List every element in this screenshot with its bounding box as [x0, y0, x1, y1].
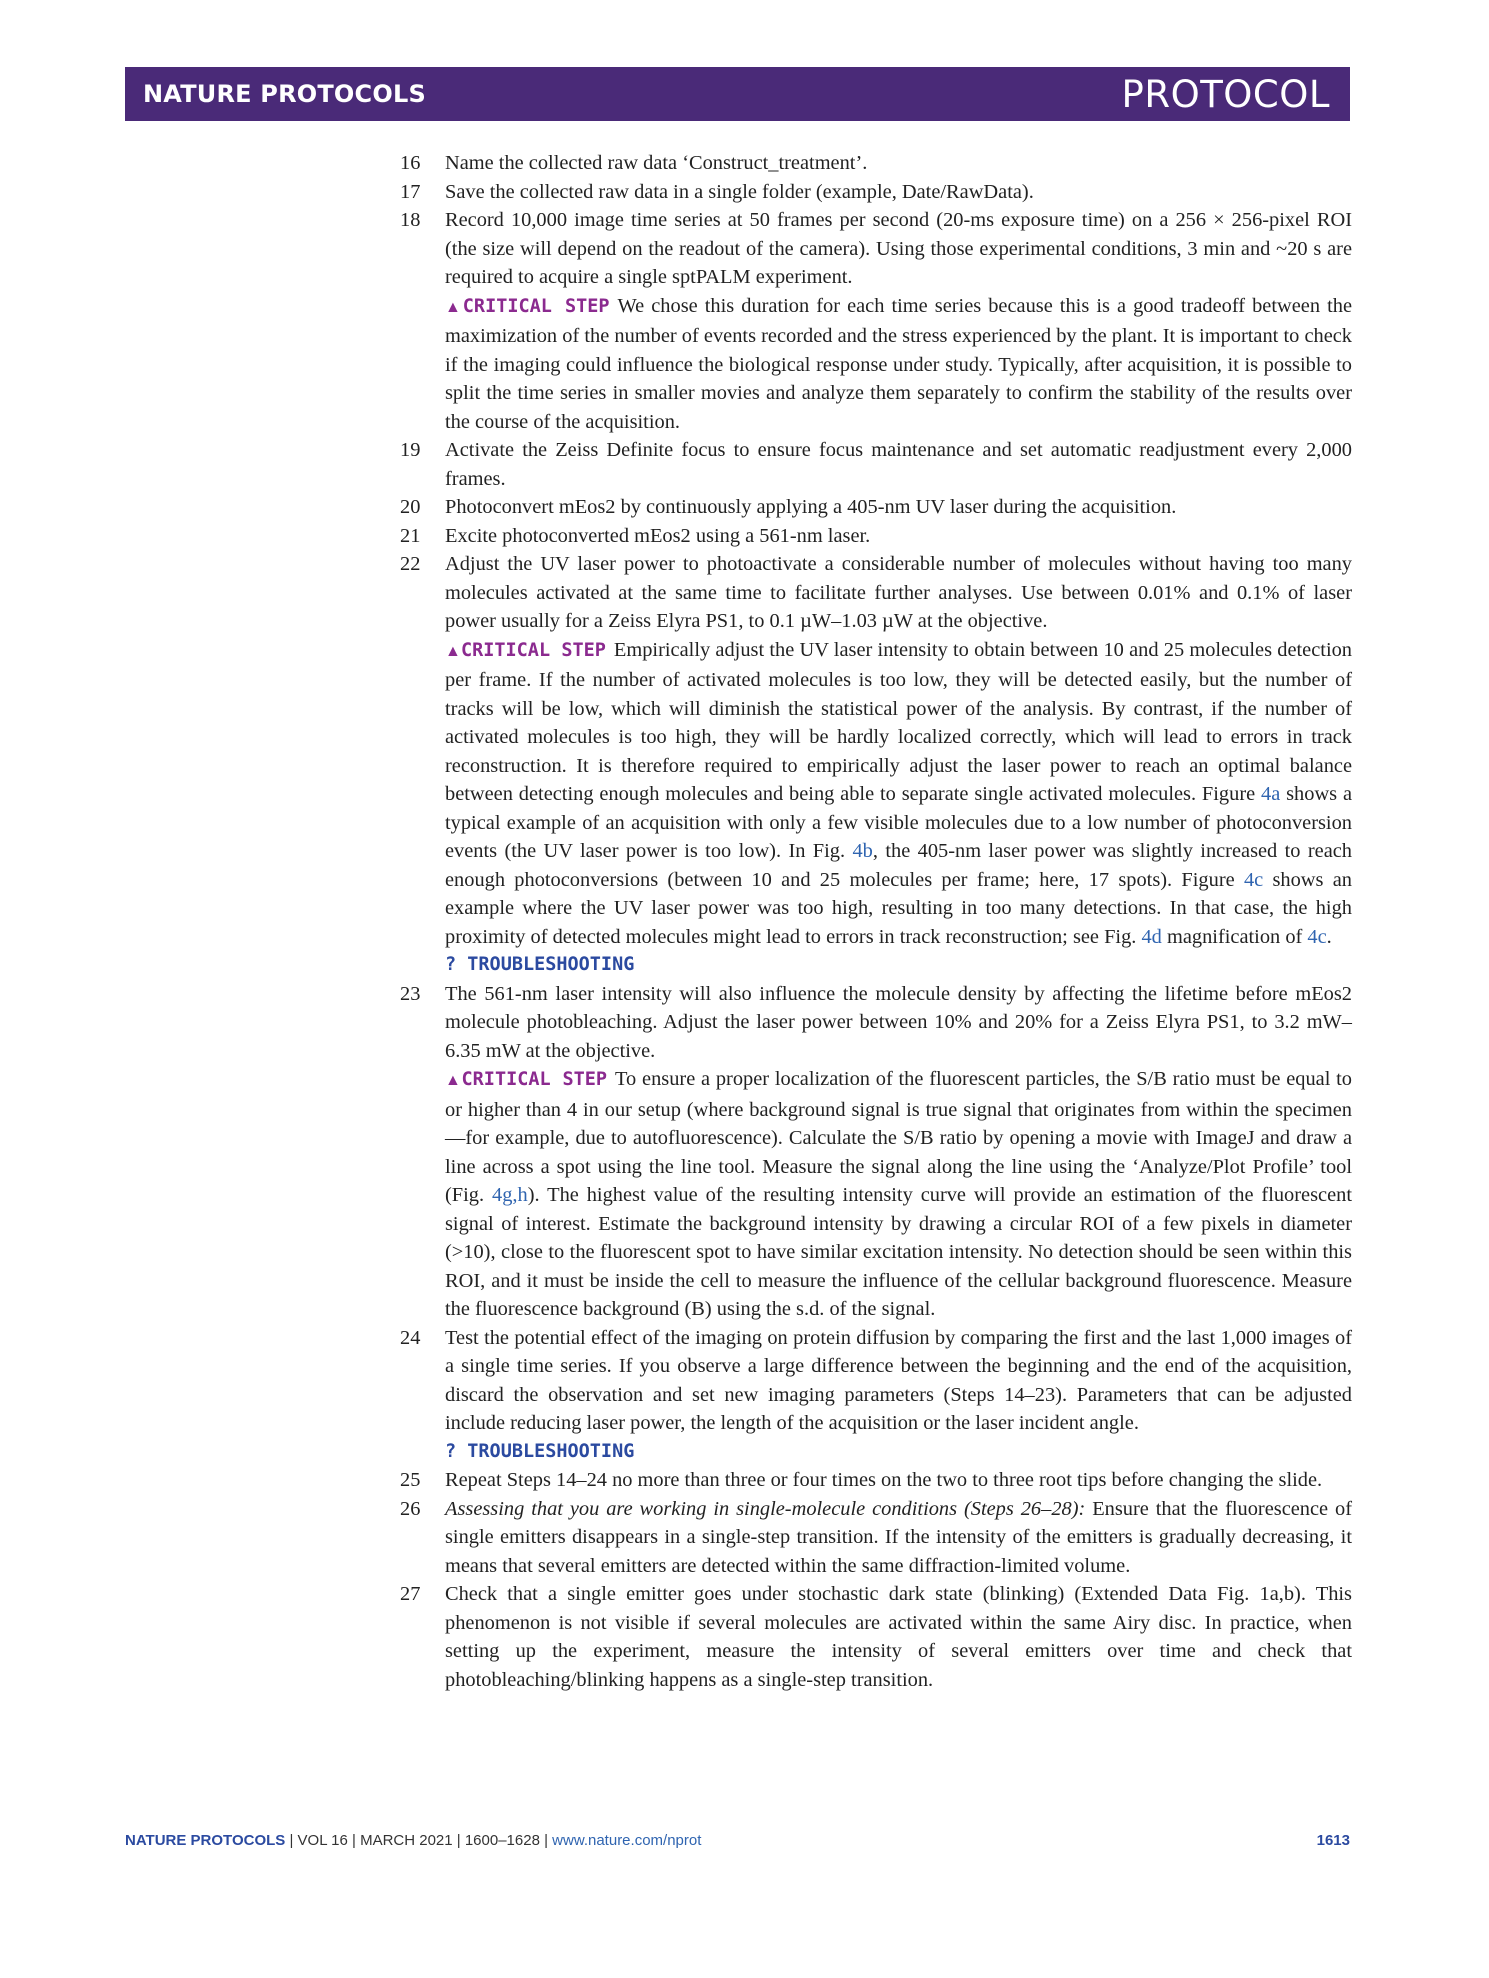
step-number: 20	[400, 496, 421, 518]
step-19	[400, 436, 1352, 493]
protocol-steps	[400, 149, 1352, 1694]
figure-link[interactable]: 4d	[1141, 925, 1162, 948]
step-number: 19	[400, 439, 421, 461]
step-16	[400, 149, 1352, 178]
step-text: Check that a single emitter goes under stochastic dark state (blinking) (Extended Data Fig. 1a,b). This phenomenon is not visible if several molecules are activated within the same Airy disc. In practice, when setting up the experiment, measure the intensity of several emitters over time and check that photobleaching/blinking happens as a single-step transition.	[445, 1583, 1352, 1691]
critical-step-note	[445, 636, 1352, 952]
step-24	[400, 1324, 1352, 1467]
step-number: 22	[400, 553, 421, 575]
critical-step-note	[445, 1065, 1352, 1324]
step-text: Activate the Zeiss Definite focus to ensure focus maintenance and set automatic readjustment every 2,000 frames.	[445, 439, 1352, 490]
page-footer	[125, 1832, 1350, 1849]
critical-text: ). The highest value of the resulting intensity curve will provide an estimation of the fluorescent signal of interest. Estimate the background intensity by drawing a circular ROI of a few pixels in diameter (>10), close to the fluorescent spot to have similar excitation intensity. No detection should be seen within this ROI, and it must be inside the cell to measure the influence of the cellular background fluorescence. Measure the fluorescence background (B) using the s.d. of the signal.	[445, 1184, 1352, 1320]
step-text: Record 10,000 image time series at 50 frames per second (20-ms exposure time) on a 256 × 256-pixel ROI (the size will depend on the readout of the camera). Using those experimental conditions, 3 min and ~20 s are required to acquire a single sptPALM experiment.	[445, 209, 1352, 288]
critical-text: To ensure a proper localization of the fluorescent particles, the S/B ratio must be equal to or higher than 4 in our setup (where background signal is true signal that originates from within the specimen—for example, due to autofluorescence). Calculate the S/B ratio by opening a movie with ImageJ and draw a line across a spot using the line tool. Measure the signal along the line using the ‘Analyze/Plot Profile’ tool (Fig.	[445, 1068, 1353, 1206]
critical-text: Empirically adjust the UV laser intensity to obtain between 10 and 25 molecules detection per frame. If the number of activated molecules is too low, they will be detected easily, but the number of tracks will be low, which will diminish the statistical power of the analysis. By contrast, if the number of activated molecules is too high, they will be hardly localized correctly, which will lead to errors in track reconstruction. It is therefore required to empirically adjust the laser power to reach an optimal balance between detecting enough molecules and being able to separate single activated molecules. Figure	[445, 638, 1353, 805]
step-21	[400, 522, 1352, 551]
step-subheading: Assessing that you are working in single-molecule conditions (Steps 26–28):	[445, 1497, 1086, 1520]
step-body-text: Ensure that the fluorescence of single emitters disappears in a single-step transition. If the intensity of the emitters is gradually decreasing, it means that several emitters are detected within the same diffraction-limited volume.	[445, 1497, 1352, 1577]
step-text: Name the collected raw data ‘Construct_treatment’.	[445, 152, 868, 174]
critical-text: shows an example where the UV laser power was too high, resulting in too many detections. In that case, the high proximity of detected molecules might lead to errors in track reconstruction; see Fig.	[445, 868, 1352, 948]
critical-text: .	[1326, 925, 1332, 948]
critical-text: magnification of	[1161, 925, 1308, 948]
step-number: 27	[400, 1583, 421, 1605]
critical-step-text: We chose this duration for each time series because this is a good tradeoff between the maximization of the number of events recorded and the stress experienced by the plant. It is important to check if the imaging could influence the biological response under study. Typically, after acquisition, it is possible to split the time series in smaller movies and analyze them separately to confirm the stability of the results over the course of the acquisition.	[445, 294, 1352, 433]
step-number: 25	[400, 1469, 421, 1491]
step-25	[400, 1466, 1352, 1495]
figure-link[interactable]: 4b	[852, 840, 873, 862]
page-number: 1613	[1316, 1832, 1350, 1849]
critical-step-label: CRITICAL STEP	[461, 1069, 608, 1090]
troubleshooting-label[interactable]: ? TROUBLESHOOTING	[445, 954, 635, 975]
step-text: The 561-nm laser intensity will also influence the molecule density by affecting the lifetime before mEos2 molecule photobleaching. Adjust the laser power between 10% and 20% for a Zeiss Elyra PS1, to 3.2 mW–6.35 mW at the objective.	[445, 982, 1352, 1062]
step-22	[400, 550, 1352, 980]
critical-step-label: CRITICAL STEP	[462, 295, 610, 317]
footer-journal: NATURE PROTOCOLS	[125, 1832, 286, 1849]
critical-text: shows a typical example of an acquisition with only a few visible molecules due to a low number of photoconversion events (the UV laser power is too low). In Fig.	[445, 783, 1352, 862]
step-text: Adjust the UV laser power to photoactivate a considerable number of molecules without having too many molecules activated at the same time to facilitate further analyses. Use between 0.01% and 0.1% of laser power usually for a Zeiss Elyra PS1, to 0.1 µW–1.03 µW at the objective.	[445, 553, 1352, 632]
footer-citation	[125, 1832, 701, 1849]
step-text	[445, 1495, 1352, 1581]
step-number: 23	[400, 982, 421, 1005]
step-27	[400, 1580, 1352, 1694]
step-text: Excite photoconverted mEos2 using a 561-nm laser.	[445, 524, 871, 547]
step-number: 21	[400, 524, 421, 547]
step-20	[400, 493, 1352, 522]
step-number: 26	[400, 1497, 421, 1520]
step-number: 18	[400, 209, 421, 231]
figure-link[interactable]: 4c	[1307, 925, 1327, 948]
troubleshooting-label[interactable]: ? TROUBLESHOOTING	[445, 1440, 635, 1462]
figure-link[interactable]: 4a	[1261, 783, 1281, 805]
step-number: 16	[400, 152, 421, 174]
figure-link[interactable]: 4g,h	[492, 1184, 528, 1206]
footer-meta: | VOL 16 | MARCH 2021 | 1600–1628 |	[285, 1832, 553, 1849]
triangle-icon: ▲	[445, 1072, 462, 1089]
step-23	[400, 980, 1352, 1324]
step-18	[400, 206, 1352, 436]
step-17	[400, 178, 1352, 207]
critical-step-note	[445, 292, 1352, 437]
step-26	[400, 1495, 1352, 1581]
step-text: Save the collected raw data in a single folder (example, Date/RawData).	[445, 180, 1034, 203]
step-text: Test the potential effect of the imaging on protein diffusion by comparing the first and the last 1,000 images of a single time series. If you observe a large difference between the beginning and the end of the acquisition, discard the observation and set new imaging parameters (Steps 14–23). Parameters that can be adjusted include reducing laser power, the length of the acquisition or the laser incident angle.	[445, 1326, 1352, 1434]
section-label: PROTOCOL	[1121, 72, 1330, 116]
triangle-icon: ▲	[445, 642, 461, 660]
journal-name: NATURE PROTOCOLS	[143, 80, 426, 108]
footer-url-link[interactable]: www.nature.com/nprot	[552, 1832, 702, 1849]
step-number: 24	[400, 1326, 421, 1349]
step-text: Repeat Steps 14–24 no more than three or four times on the two to three root tips before changing the slide.	[445, 1469, 1323, 1491]
step-text: Photoconvert mEos2 by continuously applying a 405-nm UV laser during the acquisition.	[445, 496, 1177, 518]
header-bar	[125, 67, 1350, 121]
triangle-icon: ▲	[445, 298, 463, 316]
critical-text: , the 405-nm laser power was slightly increased to reach enough photoconversions (between 10 and 25 molecules per frame; here, 17 spots). Figure	[445, 840, 1353, 891]
step-number: 17	[400, 180, 421, 203]
figure-link[interactable]: 4c	[1243, 868, 1264, 891]
critical-step-label: CRITICAL STEP	[460, 639, 606, 661]
